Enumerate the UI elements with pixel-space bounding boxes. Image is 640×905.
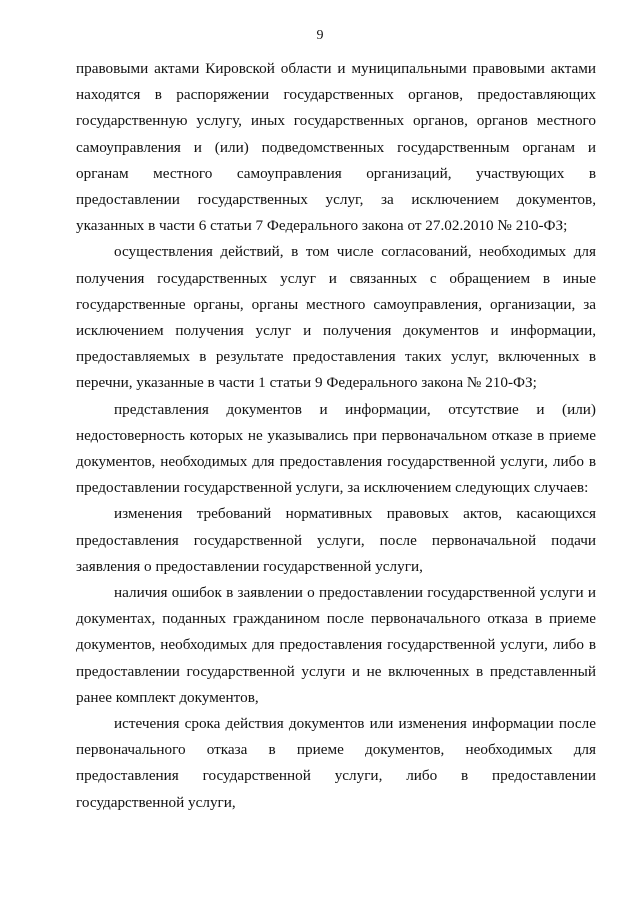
paragraph-requirements-change: изменения требований нормативных правовых актов, касающихся предоставления государственной услуги, после первоначальной подачи заявления о предоставлении государственной услуги, [76,505,596,575]
paragraph-documents: представления документов и информации, отсутствие и (или) недостоверность которых не указывались при первоначальном отказе в приеме документов, необходимых для предоставления государственной услуги, либо в предоставлении государственной услуги, за исключением следующих случаев: [76,400,596,497]
paragraph-expiry: истечения срока действия документов или изменения информации после первоначального отказа в приеме документов, необходимых для предоставления государственной услуги, либо в предоставлении государственной услуги, [76,715,596,811]
paragraph-errors: наличия ошибок в заявлении о предоставлении государственной услуги и документах, поданных гражданином после первоначального отказа в приеме документов, необходимых для предоставления государственной услуги, либо в предоставлении государственной услуги и не включенных в представленный ранее комплект документов, [76,584,596,706]
paragraph-actions: осуществления действий, в том числе согласований, необходимых для получения государственных услуг и связанных с обращением в иные государственные органы, органы местного самоуправления, организации, за исключением получения услуг и получения документов и информации, предоставляемых в результате предоставления таких услуг, включенных в перечни, указанные в части 1 статьи 9 Федерального закона № 210-ФЗ; [76,243,596,392]
page-number: 9 [316,28,324,43]
paragraph-continuation: правовыми актами Кировской области и муниципальными правовыми актами находятся в распоряжении государственных органов, предоставляющих государственную услугу, иных государственных органов, органов местного самоуправления и (или) подведомственных государственным органам и органам местного самоуправления организаций, участвующих в предоставлении государственных услуг, за исключением документов, указанных в части 6 статьи 7 Федерального закона от 27.02.2010 № 210-ФЗ; [76,60,596,235]
document-body [76,56,596,816]
